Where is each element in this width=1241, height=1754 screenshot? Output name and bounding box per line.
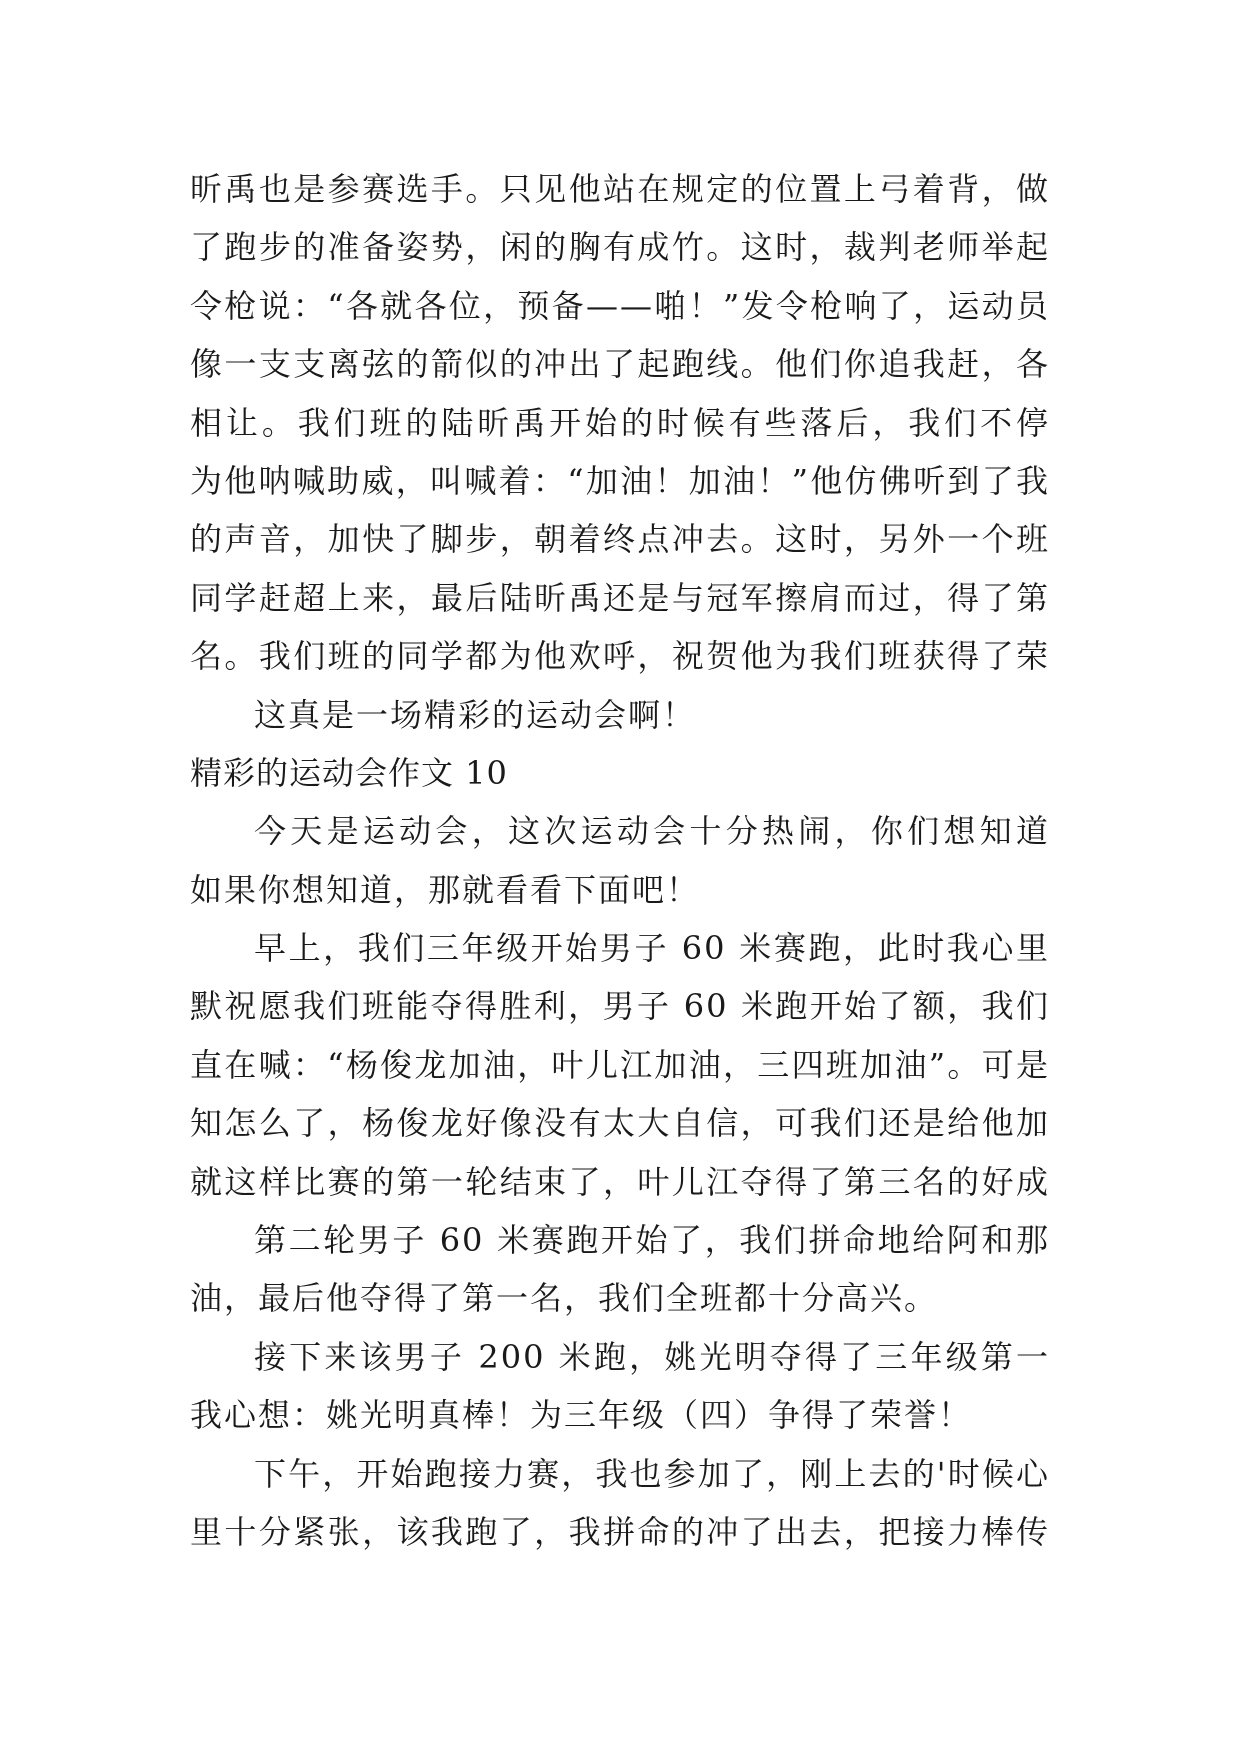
text-line: 默祝愿我们班能夺得胜利，男子 60 米跑开始了额，我们 bbox=[190, 987, 1050, 1026]
text-line: 相让。我们班的陆昕禹开始的时候有些落后，我们不停 bbox=[190, 403, 1050, 442]
text-line: 这真是一场精彩的运动会啊！ bbox=[254, 695, 697, 734]
essay-body bbox=[190, 160, 1050, 1561]
text-line: 下午，开始跑接力赛，我也参加了，刚上去的'时候心 bbox=[254, 1454, 1050, 1493]
text-line: 直在喊：“杨俊龙加油，叶儿江加油，三四班加油”。可是 bbox=[190, 1045, 1050, 1084]
text-line: 昕禹也是参赛选手。只见他站在规定的位置上弓着背，做 bbox=[190, 170, 1050, 208]
text-line: 我心想：姚光明真棒！为三年级（四）争得了荣誉！ bbox=[190, 1396, 973, 1435]
text-line: 名。我们班的同学都为他欢呼，祝贺他为我们班获得了荣 bbox=[190, 637, 1050, 676]
text-line: 早上，我们三年级开始男子 60 米赛跑，此时我心里 bbox=[254, 929, 1050, 968]
text-line: 同学赶超上来，最后陆昕禹还是与冠军擦肩而过，得了第 bbox=[190, 578, 1050, 617]
text-line: 里十分紧张，该我跑了，我拼命的冲了出去，把接力棒传 bbox=[190, 1512, 1050, 1551]
text-line: 了跑步的准备姿势，闲的胸有成竹。这时，裁判老师举起 bbox=[190, 228, 1050, 267]
text-line: 令枪说：“各就各位，预备——啪！”发令枪响了，运动员 bbox=[190, 286, 1050, 325]
text-line: 第二轮男子 60 米赛跑开始了，我们拼命地给阿和那 bbox=[254, 1221, 1050, 1260]
text-line: 今天是运动会，这次运动会十分热闹，你们想知道 bbox=[254, 812, 1050, 851]
text-line: 就这样比赛的第一轮结束了，叶儿江夺得了第三名的好成 bbox=[190, 1162, 1050, 1201]
text-line: 油，最后他夺得了第一名，我们全班都十分高兴。 bbox=[190, 1279, 939, 1318]
text-line: 为他呐喊助威，叫喊着：“加油！加油！”他仿佛听到了我 bbox=[190, 461, 1050, 500]
text-line: 接下来该男子 200 米跑，姚光明夺得了三年级第一 bbox=[254, 1337, 1050, 1376]
text-line: 的声音，加快了脚步，朝着终点冲去。这时，另外一个班 bbox=[190, 520, 1050, 559]
text-line: 像一支支离弦的箭似的冲出了起跑线。他们你追我赶，各 bbox=[190, 345, 1050, 384]
text-line: 如果你想知道，那就看看下面吧！ bbox=[190, 870, 701, 909]
section-heading: 精彩的运动会作文 10 bbox=[190, 753, 508, 792]
text-line: 知怎么了，杨俊龙好像没有太大自信，可我们还是给他加 bbox=[190, 1104, 1050, 1143]
